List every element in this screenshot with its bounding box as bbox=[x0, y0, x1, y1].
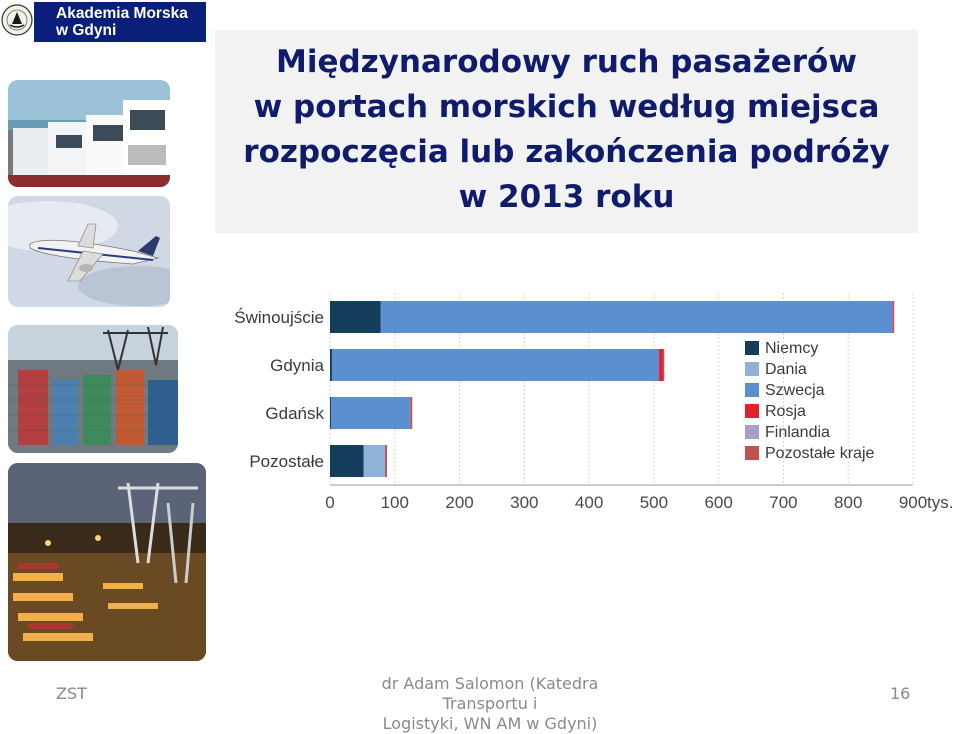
legend-swatch bbox=[745, 362, 759, 376]
bar-segment bbox=[410, 397, 412, 429]
category-label: Gdynia bbox=[270, 356, 324, 375]
x-tick-label: 400 bbox=[574, 493, 604, 512]
trucks-photo bbox=[8, 80, 170, 187]
legend-label: Niemcy bbox=[765, 340, 819, 357]
bar-segment bbox=[892, 301, 894, 333]
legend-label: Dania bbox=[765, 361, 807, 378]
title-line-3: rozpoczęcia lub zakończenia podróży bbox=[243, 134, 890, 170]
title-line-1: Międzynarodowy ruch pasażerów bbox=[275, 44, 857, 80]
logo-text[interactable] bbox=[56, 5, 188, 39]
x-axis-unit-label: tys. bbox=[927, 493, 954, 512]
title-line-2: w portach morskich według miejsca bbox=[253, 89, 880, 125]
legend-label: Pozostałe kraje bbox=[765, 445, 875, 462]
night-port-photo bbox=[8, 463, 206, 661]
title-line-4: w 2013 roku bbox=[458, 179, 675, 215]
bar-segment bbox=[364, 445, 385, 477]
bar-segment bbox=[332, 349, 659, 381]
x-tick-label: 500 bbox=[639, 493, 669, 512]
logo-line-2: w Gdyni bbox=[56, 22, 117, 39]
x-tick-label: 700 bbox=[769, 493, 798, 512]
university-seal-icon bbox=[0, 0, 34, 43]
category-label: Pozostałe bbox=[249, 452, 324, 471]
bar-segment bbox=[663, 349, 664, 381]
footer-center-line-1: dr Adam Salomon (Katedra Transportu i bbox=[381, 674, 599, 713]
category-label: Gdańsk bbox=[265, 404, 324, 423]
bar-segment bbox=[330, 349, 332, 381]
container-terminal-photo bbox=[8, 325, 178, 453]
legend-label: Rosja bbox=[765, 403, 806, 420]
legend-swatch bbox=[745, 446, 759, 460]
logo-line-1: Akademia Morska bbox=[56, 5, 188, 22]
x-tick-label: 100 bbox=[380, 493, 409, 512]
legend-label: Finlandia bbox=[765, 424, 830, 441]
x-tick-label: 900 bbox=[898, 493, 928, 512]
footer-left: ZST bbox=[56, 684, 87, 703]
x-tick-label: 200 bbox=[445, 493, 474, 512]
footer-center bbox=[340, 674, 640, 734]
airplane-photo bbox=[8, 196, 170, 307]
legend-swatch bbox=[745, 383, 759, 397]
legend-label: Szwecja bbox=[765, 382, 825, 399]
stacked-bar-chart bbox=[220, 285, 960, 525]
bar-segment bbox=[381, 301, 893, 333]
bar-segment bbox=[331, 397, 410, 429]
bar-segment bbox=[659, 349, 663, 381]
page-number: 16 bbox=[890, 684, 911, 703]
bar-segment bbox=[330, 397, 331, 429]
slide-title bbox=[215, 40, 918, 220]
category-label: Świnoujście bbox=[234, 308, 324, 327]
x-tick-label: 600 bbox=[704, 493, 733, 512]
bar-segment bbox=[385, 445, 387, 477]
legend-swatch bbox=[745, 404, 759, 418]
x-tick-label: 0 bbox=[325, 493, 335, 512]
legend-swatch bbox=[745, 341, 759, 355]
bar-segment bbox=[330, 445, 364, 477]
x-tick-label: 300 bbox=[510, 493, 539, 512]
bar-segment bbox=[330, 301, 381, 333]
footer-center-line-2: Logistyki, WN AM w Gdyni) bbox=[382, 714, 598, 733]
x-tick-label: 800 bbox=[834, 493, 863, 512]
legend-swatch bbox=[745, 425, 759, 439]
